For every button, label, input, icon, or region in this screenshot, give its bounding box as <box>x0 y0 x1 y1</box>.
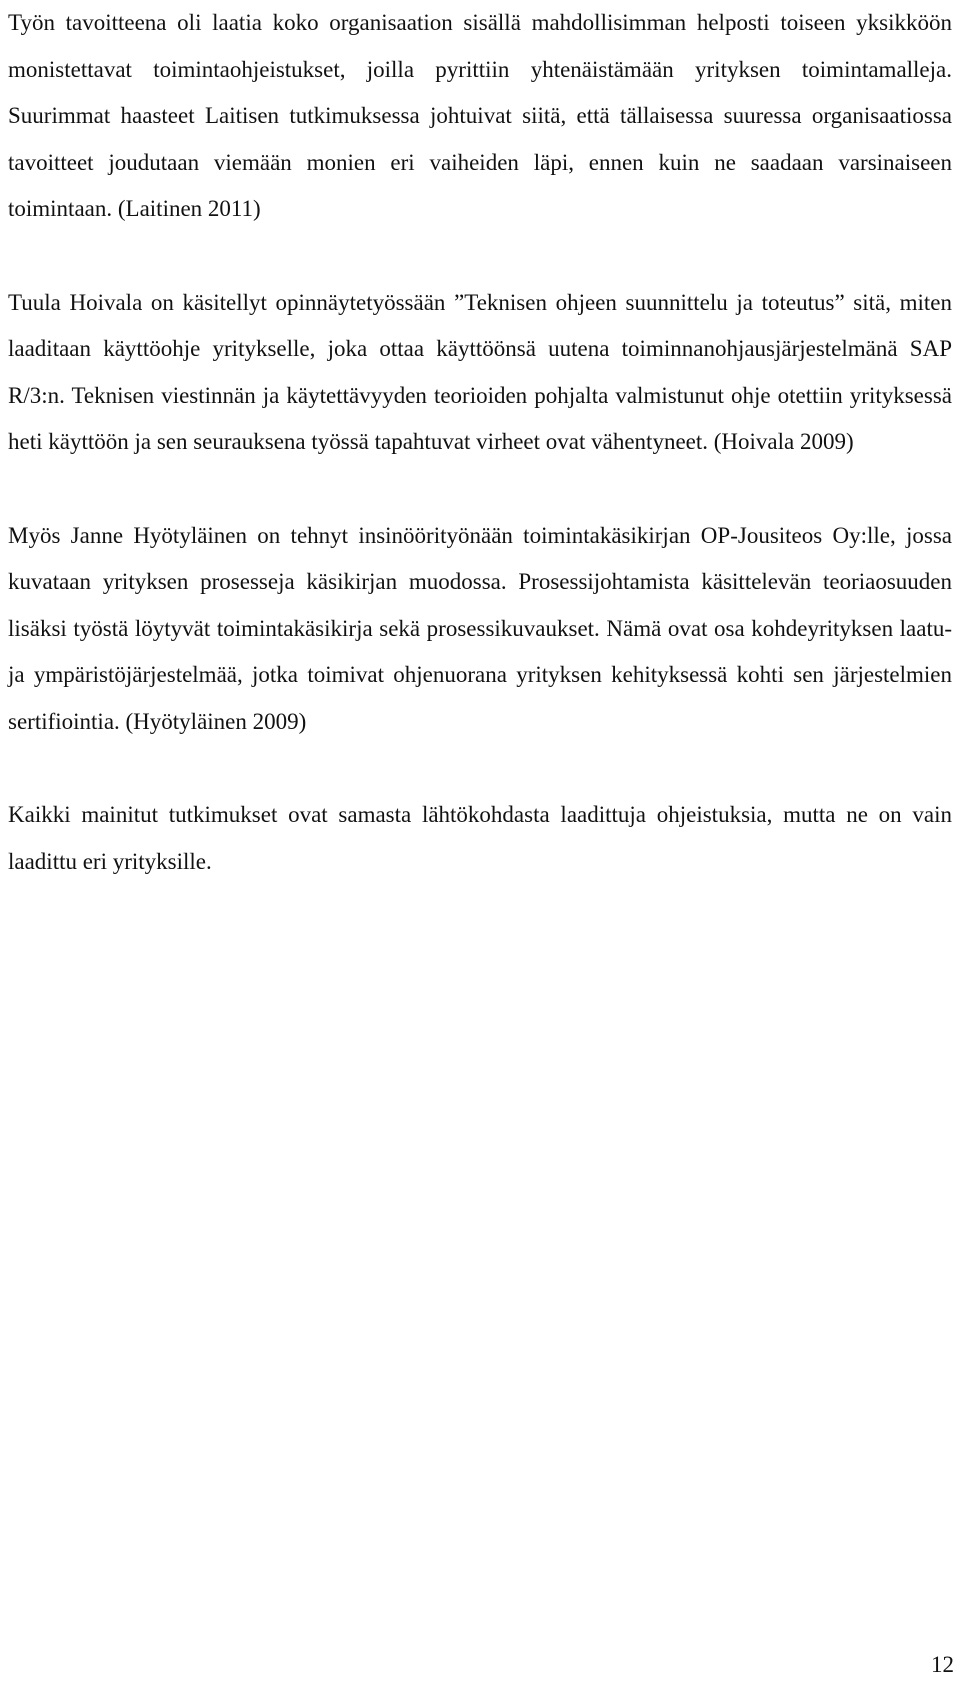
paragraph-4: Kaikki mainitut tutkimukset ovat samasta lähtökohdasta laadittuja ohjeistuksia, mutta ne on vain laadittu eri yrityksille. <box>8 802 952 874</box>
document-page <box>8 0 952 885</box>
paragraph-1: Työn tavoitteena oli laatia koko organisaation sisällä mahdollisimman helposti toiseen yksikköön monistettavat toimintaohjeistukset, joilla pyrittiin yhtenäistämään yrityksen toimintamalleja. Suurimmat haasteet Laitisen tutkimuksessa johtuivat siitä, että tällaisessa suuressa organisaatiossa tavoitteet joudutaan viemään monien eri vaiheiden läpi, ennen kuin ne saadaan varsinaiseen toimintaan. (Laitinen 2011) <box>8 10 952 221</box>
page-number: 12 <box>931 1652 954 1677</box>
paragraph-3: Myös Janne Hyötyläinen on tehnyt insinöörityönään toimintakäsikirjan OP-Jousiteos Oy:lle, jossa kuvataan yrityksen prosesseja käsikirjan muodossa. Prosessijohtamista käsittelevän teoriaosuuden lisäksi työstä löytyvät toimintakäsikirja sekä prosessikuvaukset. Nämä ovat osa kohdeyrityksen laatu- ja ympäristöjärjestelmää, jotka toimivat ohjenuorana yrityksen kehityksessä kohti sen järjestelmien sertifiointia. (Hyötyläinen 2009) <box>8 522 952 734</box>
paragraph-2: Tuula Hoivala on käsitellyt opinnäytetyössään ”Teknisen ohjeen suunnittelu ja toteutus” sitä, miten laaditaan käyttöohje yritykselle, joka ottaa käyttöönsä uutena toiminnanohjausjärjestelmänä SAP R/3:n. Teknisen viestinnän ja käytettävyyden teorioiden pohjalta valmistunut ohje otettiin yrityksessä heti käyttöön ja sen seurauksena työssä tapahtuvat virheet ovat vähentyneet. (Hoivala 2009) <box>8 289 952 454</box>
